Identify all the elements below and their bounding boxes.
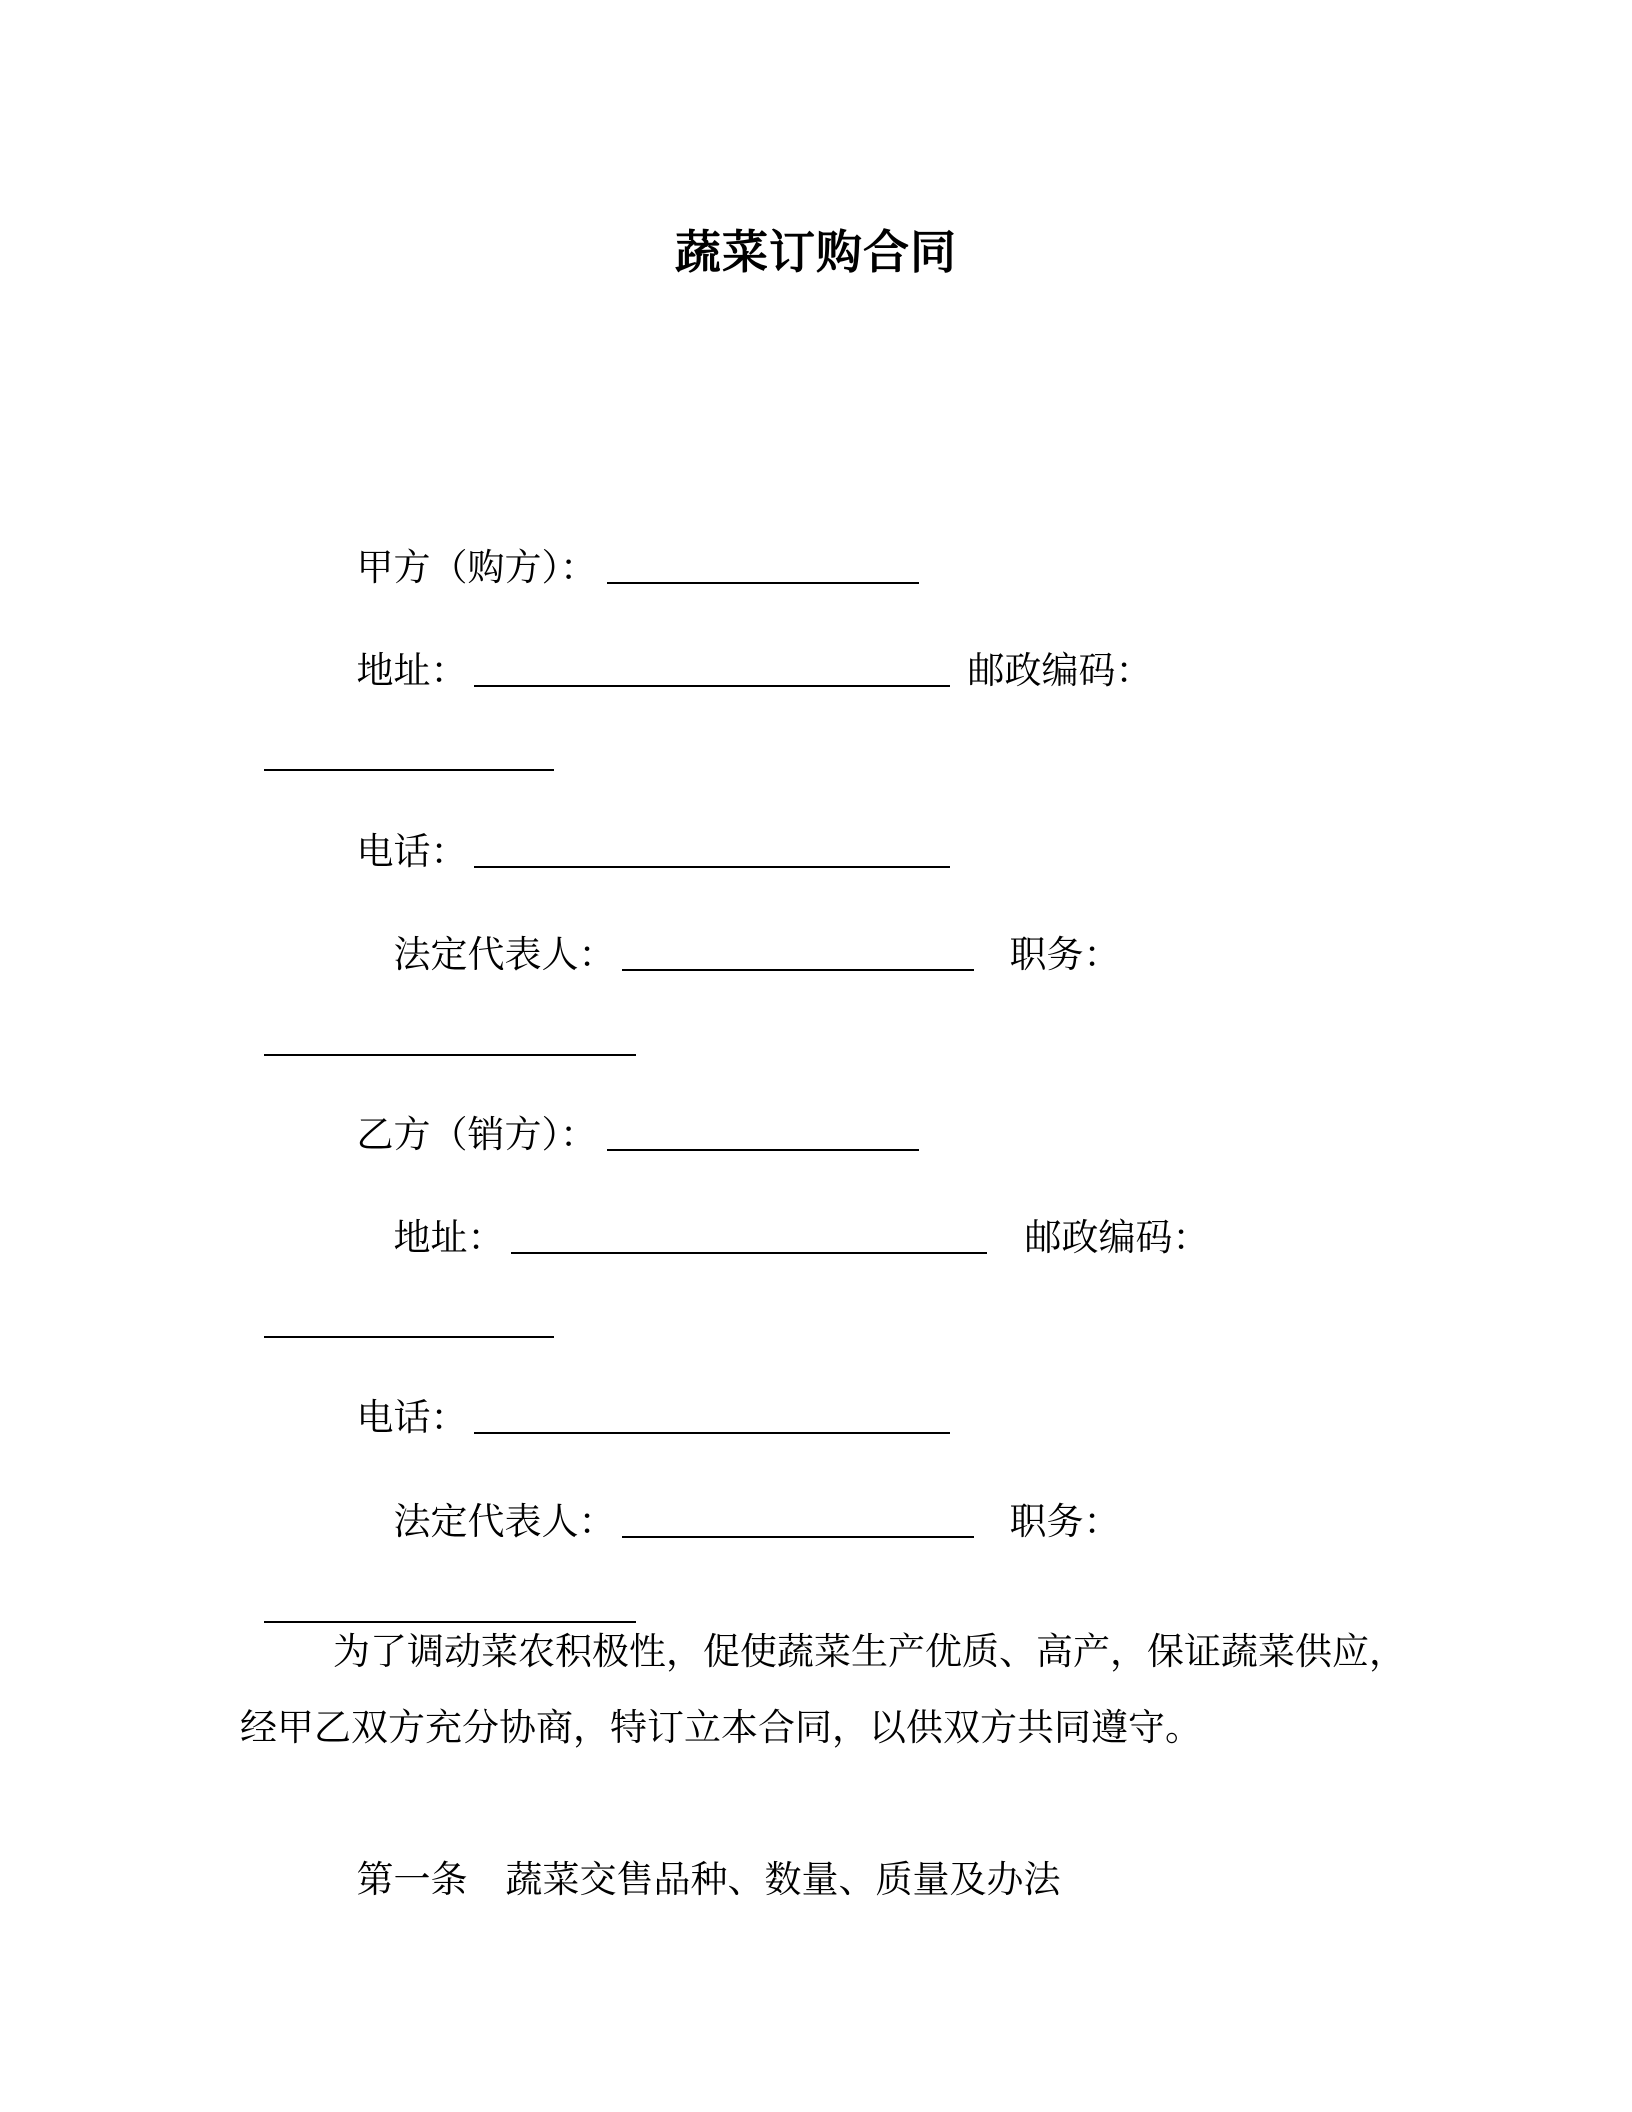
party-b-legal-rep-label: 法定代表人：: [393, 1500, 616, 1543]
party-a-phone-blank: [474, 836, 950, 868]
party-a-postcode-label: 邮政编码：: [967, 649, 1153, 692]
party-a-position-label: 职务：: [1009, 933, 1121, 976]
article-1-number: 第一条: [356, 1858, 468, 1901]
party-a-position-blank: [264, 1024, 636, 1056]
party-a-legal-rep-blank: [622, 939, 974, 971]
party-a-name-label: 甲方（购方）：: [356, 546, 598, 589]
party-a-postcode-blank: [264, 739, 554, 771]
party-a-legal-rep-label: 法定代表人：: [393, 933, 616, 976]
party-a-name-blank: [607, 552, 919, 584]
party-b-address-blank: [511, 1222, 987, 1254]
party-a-address-label: 地址：: [356, 649, 468, 692]
document-title: 蔬菜订购合同: [675, 225, 957, 279]
article-1-heading: [333, 1805, 1061, 1905]
party-a-postcode-blank-row: [240, 680, 554, 780]
party-b-name-blank: [607, 1119, 919, 1151]
party-b-name-label: 乙方（销方）：: [356, 1113, 598, 1156]
party-b-position-blank-row: [240, 1532, 636, 1632]
party-b-position-blank: [264, 1591, 636, 1623]
party-b-legal-rep-blank: [622, 1506, 974, 1538]
party-b-name-row: [333, 1060, 919, 1160]
party-b-phone-row: [333, 1343, 950, 1443]
party-b-postcode-label: 邮政编码：: [1024, 1216, 1210, 1259]
party-a-phone-label: 电话：: [356, 830, 468, 873]
intro-line-2: 经甲乙双方充分协商，特订立本合同，以供双方共同遵守。: [240, 1706, 1202, 1749]
party-a-phone-row: [333, 777, 950, 877]
article-1-title: 蔬菜交售品种、数量、质量及办法: [505, 1858, 1061, 1901]
party-a-position-blank-row: [240, 965, 636, 1065]
party-b-position-label: 职务：: [1009, 1500, 1121, 1543]
party-a-name-row: [333, 493, 919, 593]
party-b-postcode-blank-row: [240, 1247, 554, 1347]
intro-line-1: 为了调动菜农积极性，促使蔬菜生产优质、高产，保证蔬菜供应，: [333, 1630, 1406, 1673]
party-b-address-label: 地址：: [393, 1216, 505, 1259]
party-b-phone-label: 电话：: [356, 1396, 468, 1439]
party-b-postcode-blank: [264, 1306, 554, 1338]
party-b-phone-blank: [474, 1402, 950, 1434]
